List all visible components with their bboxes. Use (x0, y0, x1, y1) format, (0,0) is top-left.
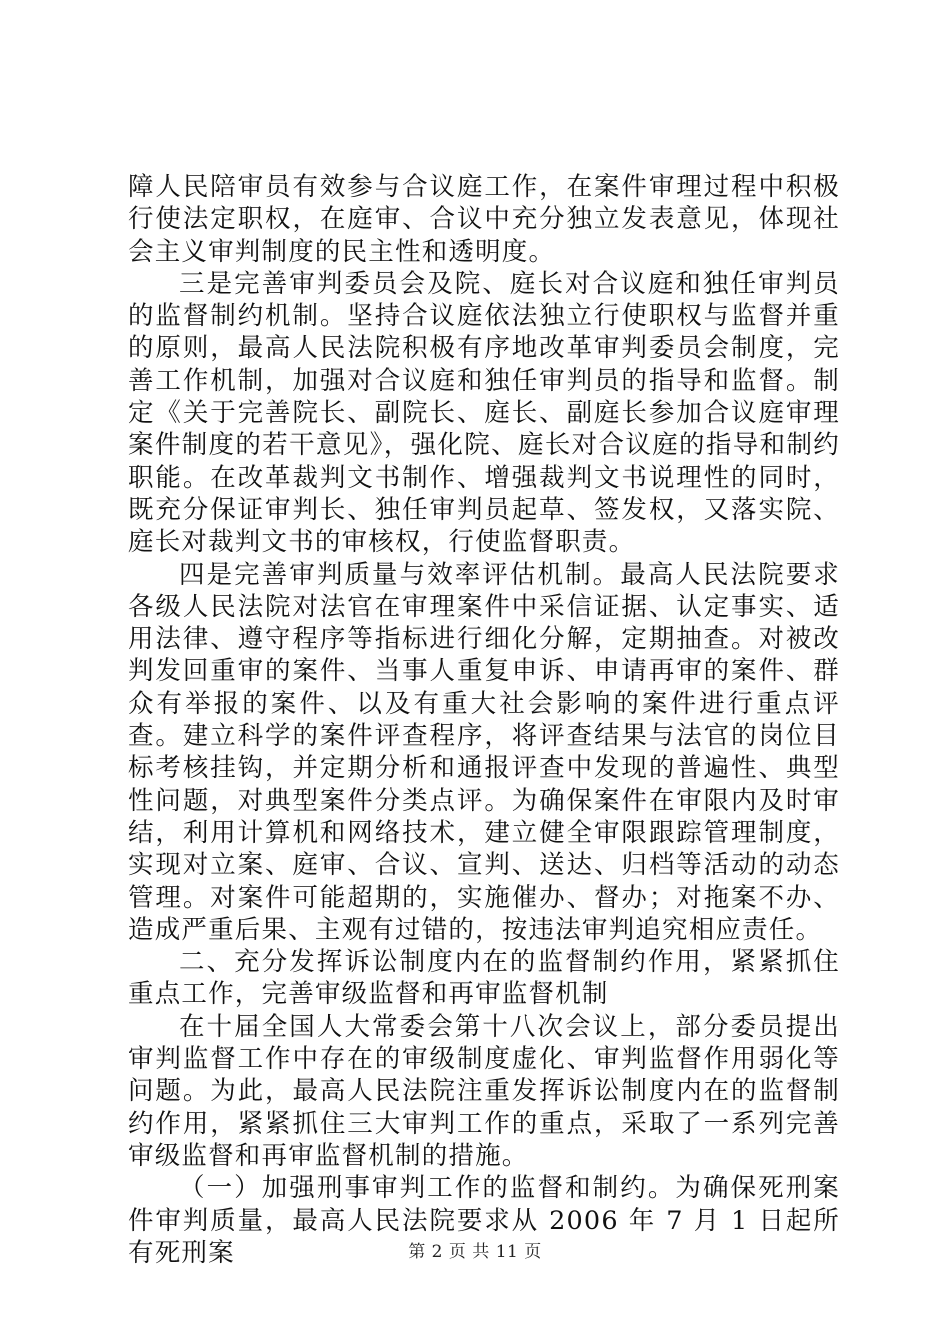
document-body (128, 171, 840, 1269)
paragraph-continuation: 障人民陪审员有效参与合议庭工作，在案件审理过程中积极行使法定职权，在庭审、合议中充分独立发表意见，体现社会主义审判制度的民主性和透明度。 (128, 172, 840, 267)
paragraph-quality-evaluation: 四是完善审判质量与效率评估机制。最高人民法院要求各级人民法院对法官在审理案件中采信证据、认定事实、适用法律、遵守程序等指标进行细化分解，定期抽查。对被改判发回重审的案件、当事人重复申诉、申请再审的案件、群众有举报的案件、以及有重大社会影响的案件进行重点评查。建立科学的案件评查程序，将评查结果与法官的岗位目标考核挂钩，并定期分析和通报评查中发现的普遍性、典型性问题，对典型案件分类点评。为确保案件在审限内及时审结，利用计算机和网络技术，建立健全审限跟踪管理制度，实现对立案、庭审、合议、宣判、送达、归档等活动的动态管理。对案件可能超期的，实施催办、督办；对拖案不办、造成严重后果、主观有过错的，按违法审判追究相应责任。 (128, 559, 840, 945)
page-footer: 第 2 页 共 11 页 (408, 1242, 542, 1262)
paragraph-criminal-trial: （一）加强刑事审判工作的监督和制约。为确保死刑案件审判质量，最高人民法院要求从 2006 年 7 月 1 日起所有死刑案 (128, 1173, 840, 1268)
paragraph-supervision-mechanism: 三是完善审判委员会及院、庭长对合议庭和独任审判员的监督制约机制。坚持合议庭依法独立行使职权与监督并重的原则，最高人民法院积极有序地改革审判委员会制度，完善工作机制，加强对合议庭和独任审判员的指导和监督。制定《关于完善院长、副院长、庭长、副庭长参加合议庭审理案件制度的若干意见》，强化院、庭长对合议庭的指导和制约职能。在改革裁判文书制作、增强裁判文书说理性的同时，既充分保证审判长、独任审判员起草、签发权，又落实院、庭长对裁判文书的审核权，行使监督职责。 (128, 268, 840, 558)
section-heading: 二、充分发挥诉讼制度内在的监督制约作用，紧紧抓住重点工作，完善审级监督和再审监督机制 (128, 947, 840, 1010)
paragraph-npc-session: 在十届全国人大常委会第十八次会议上，部分委员提出审判监督工作中存在的审级制度虚化、审判监督作用弱化等问题。为此，最高人民法院注重发挥诉讼制度内在的监督制约作用，紧紧抓住三大审判工作的重点，采取了一系列完善审级监督和再审监督机制的措施。 (128, 1011, 840, 1171)
